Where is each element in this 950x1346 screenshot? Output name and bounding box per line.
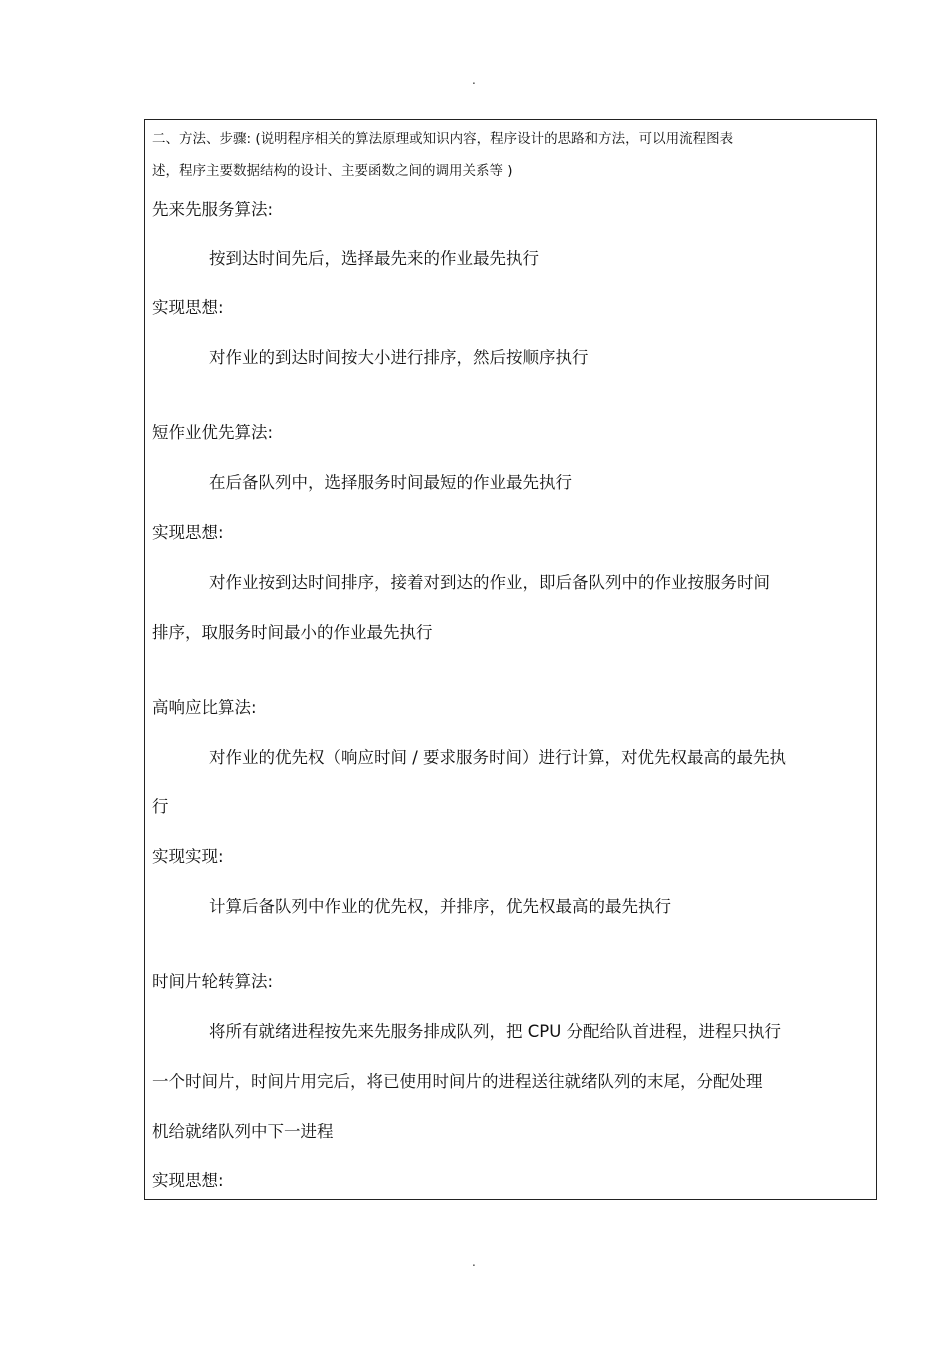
sjf-title: 短作业优先算法: <box>152 423 274 442</box>
content-table-cell <box>144 119 877 1200</box>
page-top-mark: . <box>472 73 476 87</box>
rr-description-line-2: 一个时间片，时间片用完后，将已使用时间片的进程送往就绪队列的末尾，分配处理 <box>152 1072 763 1091</box>
rr-description-line-1: 将所有就绪进程按先来先服务排成队列，把 CPU 分配给队首进程，进程只执行 <box>209 1022 782 1041</box>
section-intro-line-2: 述，程序主要数据结构的设计、主要函数之间的调用关系等 ) <box>152 163 513 179</box>
fcfs-impl-description: 对作业的到达时间按大小进行排序，然后按顺序执行 <box>209 348 589 367</box>
rr-description-line-3: 机给就绪队列中下一进程 <box>152 1122 334 1141</box>
sjf-description: 在后备队列中，选择服务时间最短的作业最先执行 <box>209 473 572 492</box>
sjf-impl-title: 实现思想: <box>152 523 224 542</box>
hrrn-impl-description: 计算后备队列中作业的优先权，并排序，优先权最高的最先执行 <box>209 897 671 916</box>
sjf-impl-description-line-2: 排序，取服务时间最小的作业最先执行 <box>152 623 433 642</box>
rr-impl-title: 实现思想: <box>152 1171 224 1190</box>
fcfs-description: 按到达时间先后，选择最先来的作业最先执行 <box>209 249 539 268</box>
fcfs-impl-title: 实现思想: <box>152 298 224 317</box>
sjf-impl-description-line-1: 对作业按到达时间排序，接着对到达的作业，即后备队列中的作业按服务时间 <box>209 573 770 592</box>
fcfs-title: 先来先服务算法: <box>152 200 274 219</box>
page-bottom-mark: . <box>472 1255 476 1269</box>
rr-title: 时间片轮转算法: <box>152 972 274 991</box>
hrrn-description-line-2: 行 <box>152 797 169 816</box>
hrrn-impl-title: 实现实现: <box>152 847 224 866</box>
section-intro-line-1: 二、方法、步骤: (说明程序相关的算法原理或知识内容，程序设计的思路和方法，可以用流程图表 <box>152 131 734 147</box>
hrrn-description-line-1: 对作业的优先权（响应时间 / 要求服务时间）进行计算，对优先权最高的最先执 <box>209 748 787 767</box>
hrrn-title: 高响应比算法: <box>152 698 257 717</box>
